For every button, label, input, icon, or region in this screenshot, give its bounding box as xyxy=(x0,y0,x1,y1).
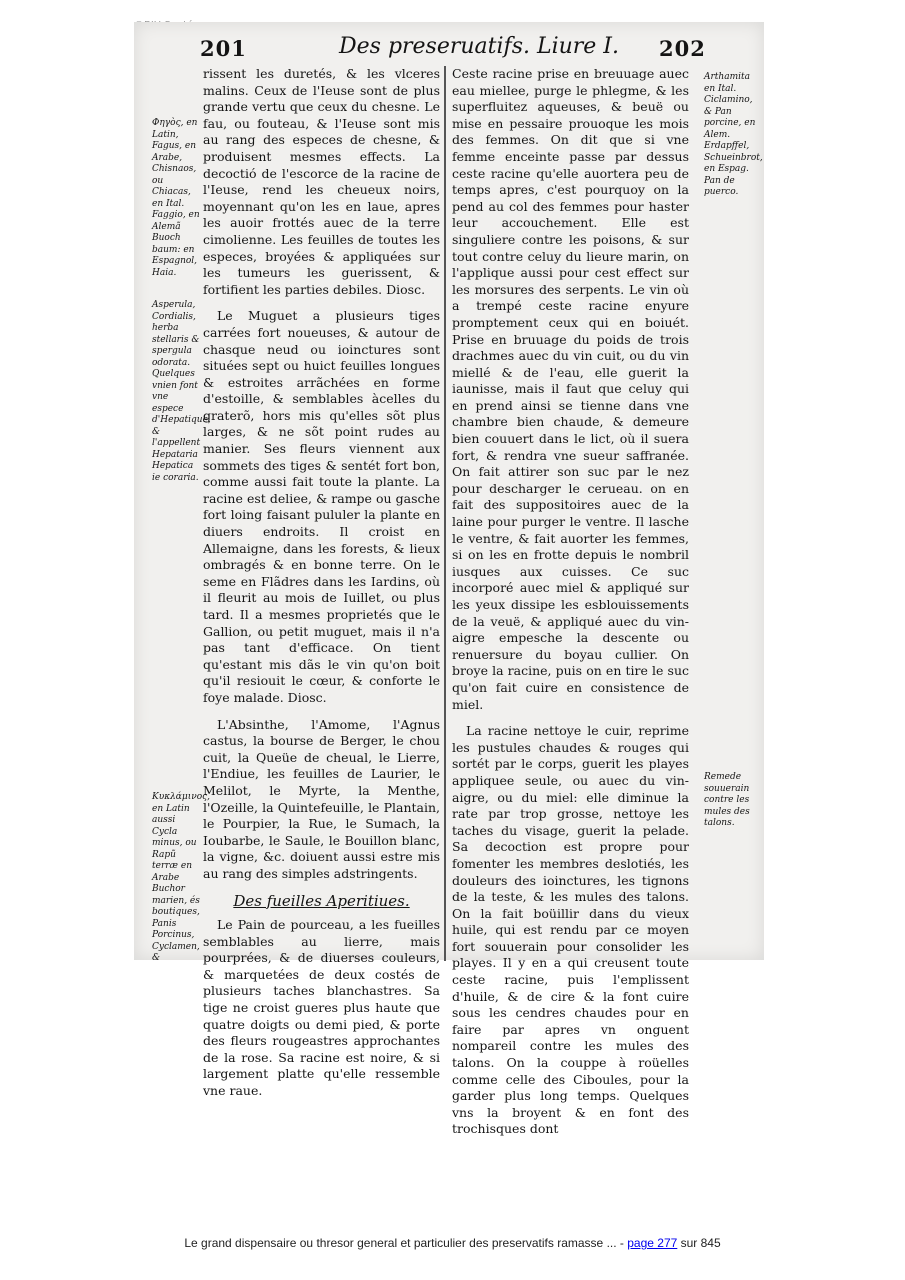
running-title: Des preseruatifs. Liure I. xyxy=(339,34,619,59)
right-column xyxy=(452,66,689,1148)
page-number-right: 202 xyxy=(659,36,706,61)
caption-total: sur 845 xyxy=(677,1236,721,1250)
document-caption xyxy=(0,1236,905,1250)
margin-note-remede: Remede souuerain contre les mules des talons. xyxy=(704,772,750,828)
page-number-left: 201 xyxy=(200,36,247,61)
paragraph-ieuse: rissent les duretés, & les vlceres malins. Ceux de l'Ieuse sont de plus grande vertu que ceux du chesne. Le fau, ou fouteau, & l'Ieuse sont mis au rang des especes de chesne, & produisent mesmes effects. La decoctió de l'escorce de la racine de l'Ieuse, rend les cheueux noirs, moyennant qu'on les en laue, apres les auoir frottés auec de la terre cimolienne. Les feuilles de toutes les especes, broyées & appliquées sur les tumeurs les guerissent, & fortifient les parties debiles. Diosc. xyxy=(203,66,440,297)
paragraph-racine-cuir: La racine nettoye le cuir, reprime les pustules chaudes & rouges qui sortét par le corps, guerit les playes appliquee seule, ou auec du vin-aigre, ou du miel: elle diminue la rate par trop grosse, nettoye les taches du visage, guerit la pelade. Sa decoction est propre pour fomenter les membres deslotiés, les douleurs des ioinctures, les tignons de la teste, & les mules des talons. On la fait boüillir dans du vieux huile, qui est rendu par ce moyen fort souuerain pour consolider les playes. Il y en a qui creusent toute ceste racine, puis l'emplissent d'huile, & de cire & la font cuire sous les cendres chaudes pour en faire par apres vn onguent nompareil contre les mules des talons. On la couppe à roüelles comme celle des Ciboules, pour la garder plus long temps. Quelques vns la broyent & en font des trochisques dont xyxy=(452,723,689,1137)
margin-note-fagus: Φηγὸς, en Latin, Fagus, en Arabe, Chisnaos, ou Chiacas, en Ital. Faggio, en Alemã Buoch baum: en Espagnol, Haia. xyxy=(152,118,200,278)
paragraph-racine-breuuage: Ceste racine prise en breuuage auec eau miellee, purge le phlegme, & les superfluitez aqueuses, & beuë ou mise en pessaire prouoque les mois des femmes. On dit que si vne femme enceinte passe par dessus ceste racine qu'elle auortera peu de temps apres, c'est pourquoy on la pend au col des femmes pour haster leur accouchement. Elle est singuliere contre les poisons, & sur tout contre celuy du lieure marin, on l'applique aussi pour cest effect sur les morsures des serpents. Le vin où a trempé ceste racine enyure promptement ceux qui en boiuét. Prise en bruuage du poids de trois drachmes auec du vin cuit, ou du vin miellé & de l'eau, elle guerit la iaunisse, mais il faut que celuy qui en prend ainsi se tienne dans vne chambre bien chaude, & demeure bien couuert dans le lict, où il suera fort, & rendra vne sueur saffranée. On fait attirer son suc par le nez pour descharger le cerueau. on en fait des suppositoires auec de la laine pour purger le ventre. Il lasche le ventre, & fait auorter les femmes, si on les en frotte depuis le nombril iusques aux cuisses. Ce suc incorporé auec miel & appliqué sur les yeux dissipe les esblouissements de la veuë, & appliqué auec du vin-aigre empesche la descente ou renuersure du boyau cullier. On broye la racine, puis on en tire le suc qu'on fait cuire en consistence de miel. xyxy=(452,66,689,712)
paragraph-adstringents: L'Absinthe, l'Amome, l'Agnus castus, la bourse de Berger, le chou cuit, la Queüe de cheual, le Lierre, l'Endiue, les feuilles de Laurier, le Melilot, le Myrte, la Menthe, l'Ozeille, la Quintefeuille, le Plantain, le Pourpier, la Rue, le Sumach, la Ioubarbe, le Saule, le Bouillon blanc, la vigne, &c. doiuent aussi estre mis au rang des simples adstringents. xyxy=(203,716,440,881)
column-divider xyxy=(444,66,446,961)
margin-note-cyclamen: Κυκλάμινος, en Latin aussi Cycla minus, ou Rapũ terræ en Arabe Buchor marien, és boutiques, Panis Porcinus, Cyclamen, & xyxy=(152,792,211,963)
margin-note-asperula: Asperula, Cordialis, herba stellaris & spergula odorata. Quelques vnien font vne espece d'Hepatique, & l'appellent Hepataria Hepatica ie coraria. xyxy=(152,300,211,483)
scanned-page xyxy=(134,22,764,1137)
running-header xyxy=(134,28,764,62)
section-heading: Des fueilles Aperitiues. xyxy=(233,891,410,910)
paragraph-muguet: Le Muguet a plusieurs tiges carrées fort noueuses, & autour de chasque neud ou ioinctures sont situées sept ou huict feuilles longues & estroites arrãchées en forme d'estoille, & semblables àcelles du graterõ, hors mis qu'elles sõt plus larges, & ne sõt point rudes au manier. Ses fleurs viennent aux sommets des tiges & sentét fort bon, comme aussi fait toute la plante. La racine est deliee, & rampe ou gasche fort loing faisant pululer la plante en diuers endroits. Il croist en Allemaigne, dans les forests, & lieux ombragés & en bonne terre. On le seme en Flãdres dans les Iardins, où il fleurit au mois de Iuillet, ou plus tard. Il a mesmes proprietés que le Gallion, ou petit muguet, mais il n'a pas tant d'efficace. On tient qu'estant mis dãs le vin qu'on boit qu'il resiouit le cœur, & conforte le foye malade. Diosc. xyxy=(203,308,440,705)
margin-note-arthamita: Arthamita en Ital. Ciclamino, & Pan porcine, en Alem. Erdapffel, Schueinbrot, en Espag. Pan de puerco. xyxy=(704,72,763,197)
page-link[interactable]: page 277 xyxy=(627,1236,678,1250)
caption-title: Le grand dispensaire ou thresor general et particulier des preservatifs ramasse ... - xyxy=(184,1236,628,1250)
paragraph-pain-de-pourceau: Le Pain de pourceau, a les fueilles semblables au lierre, mais pourprées, & de diuerses couleurs, & marquetées de deux costés de plusieurs taches blanchastres. Sa tige ne croist gueres plus haute que quatre doigts ou demi pied, & porte des fleurs rougeastres approchantes de la rose. Sa racine est noire, & si largement platte qu'elle ressemble vne raue. xyxy=(203,917,440,1099)
left-column xyxy=(203,66,440,1110)
